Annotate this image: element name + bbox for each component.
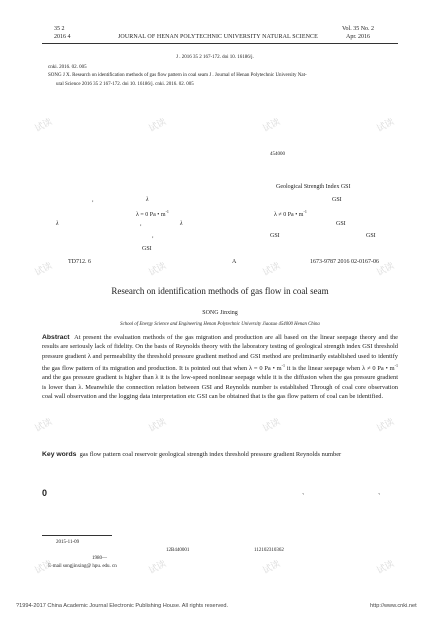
english-abstract: Abstract At present the evaluation methods of the gas migration and production are all based on the linear seepage theory and the results are seriously lack of fidelity. On the basis of Reynolds theory with the laboratory testing of geological strength index GSI threshold pressure gradient λ and permeability the threshold pressure gradient method and GSI method are preliminarily established used to identify the gas flow pattern of its migration and production. It is pointed out that when λ = 0 Pa • $m^{-1}$ it is the linear seepage when λ ≠ 0 Pa • $m^{-1}$ and the gas pressure gradient is higher than λ it is the low-speed nonlinear seepage while it is the diffusion when the gas pressure gradient is lower than λ. Meanwhile the connection relation between GSI and Reynolds number is established Through of coal core observation coal wall observation and the logging data interpretation etc GSI can be obtained that is the gas flow pattern of coal can be identified. <box>42 334 398 400</box>
cnki-url[interactable]: http://www.cnki.net <box>370 603 417 609</box>
watermark-text: 试读 <box>147 417 169 435</box>
watermark-text: 试读 <box>375 261 397 279</box>
watermark-text: 试读 <box>147 559 169 577</box>
document-code: A <box>232 259 237 265</box>
watermark-text: 试读 <box>261 261 283 279</box>
cn-abstract-line-1: Geological Strength Index GSI <box>276 184 351 190</box>
journal-name: JOURNAL OF HENAN POLYTECHNIC UNIVERSITY NATURAL SCIENCE <box>118 34 318 40</box>
watermark-text: 试读 <box>375 559 397 577</box>
watermark-text: 试读 <box>33 559 55 577</box>
cn-abstract-gsi-5: GSI <box>142 246 152 252</box>
author-name: SONG Jinxing <box>202 310 238 316</box>
watermark-text: 试读 <box>33 261 55 279</box>
watermark-text: 试读 <box>33 417 55 435</box>
fund-number-a: 12B440001 <box>166 548 190 553</box>
citation-english-line-2: ural Science 2016 35 2 167-172. doi 10. 16186/j. cnki. 2016. 02. 005 <box>56 82 194 87</box>
citation-chinese-line-2: cnki. 2016. 02. 005 <box>48 65 87 70</box>
cn-abstract-gsi-4: GSI <box>366 233 376 239</box>
author-birth-year: 1980— <box>92 556 107 561</box>
watermark-text: 试读 <box>147 117 169 135</box>
cn-abstract-gsi-3: GSI <box>270 233 280 239</box>
keywords: Key words gas flow pattern coal reservoir geological strength index threshold pressure gradient Reynolds number <box>42 451 342 458</box>
header-date-right: Apr. 2016 <box>346 34 370 40</box>
watermark-text: 试读 <box>33 117 55 135</box>
header-vol-right: Vol. 35 No. 2 <box>342 26 375 32</box>
header-rule <box>42 43 398 44</box>
cn-abstract-lambda-zero: λ = 0 Pa • $m^{-1}$ <box>136 209 169 218</box>
watermark-text: 试读 <box>261 117 283 135</box>
watermark-text: 试读 <box>375 117 397 135</box>
citation-chinese-line: J . 2016 35 2 167-172. doi 10. 16186/j. <box>176 55 254 60</box>
author-email: E-mail songjinxing@ hpu. edu. cn <box>48 564 117 569</box>
cn-abstract-comma-3: , <box>152 233 154 239</box>
postcode: 454000 <box>270 152 285 157</box>
section-mark-1: 、 <box>302 490 309 496</box>
abstract-label: Abstract <box>42 334 70 341</box>
watermark-text: 试读 <box>261 559 283 577</box>
keywords-label: Key words <box>42 451 77 458</box>
cn-abstract-lambda-nonzero: λ ≠ 0 Pa • $m^{-1}$ <box>274 209 307 218</box>
watermark-text: 试读 <box>375 417 397 435</box>
english-title: Research on identification methods of gas flow in coal seam <box>111 286 329 296</box>
cn-abstract-lambda: λ <box>146 197 149 203</box>
header-year-issue: 2016 4 <box>54 34 71 40</box>
watermark-text: 试读 <box>147 261 169 279</box>
cn-abstract-comma: , <box>92 197 94 203</box>
section-mark-2: 、 <box>378 490 385 496</box>
cn-abstract-lambda-3: λ <box>180 221 183 227</box>
cn-abstract-gsi: GSI <box>332 197 342 203</box>
cn-abstract-gsi-2: GSI <box>336 221 346 227</box>
citation-english-line-1: SONG J X. Research on identification methods of gas flow pattern in coal seam J . Journal of Henan Polytechnic University Nat- <box>48 73 307 78</box>
received-date: 2015-11-09 <box>56 540 80 545</box>
watermark-text: 试读 <box>261 417 283 435</box>
copyright-footer: ?1994-2017 China Academic Journal Electronic Publishing House. All rights reserved. <box>16 603 229 609</box>
cn-abstract-comma-2: , <box>140 221 142 227</box>
header-volume-number: 35 2 <box>54 26 65 32</box>
author-affiliation: School of Energy Science and Engineering Henan Polytechnic University Jiaozuo 454000 Henan China <box>120 322 320 327</box>
section-number-0: 0 <box>42 488 48 498</box>
fund-number-b: 112102310362 <box>254 548 284 553</box>
classification-number: TD712. 6 <box>68 259 91 265</box>
cn-abstract-lambda-2: λ <box>56 221 59 227</box>
footnote-rule <box>42 535 112 536</box>
article-issn: 1673-9787 2016 02-0167-06 <box>310 259 379 265</box>
